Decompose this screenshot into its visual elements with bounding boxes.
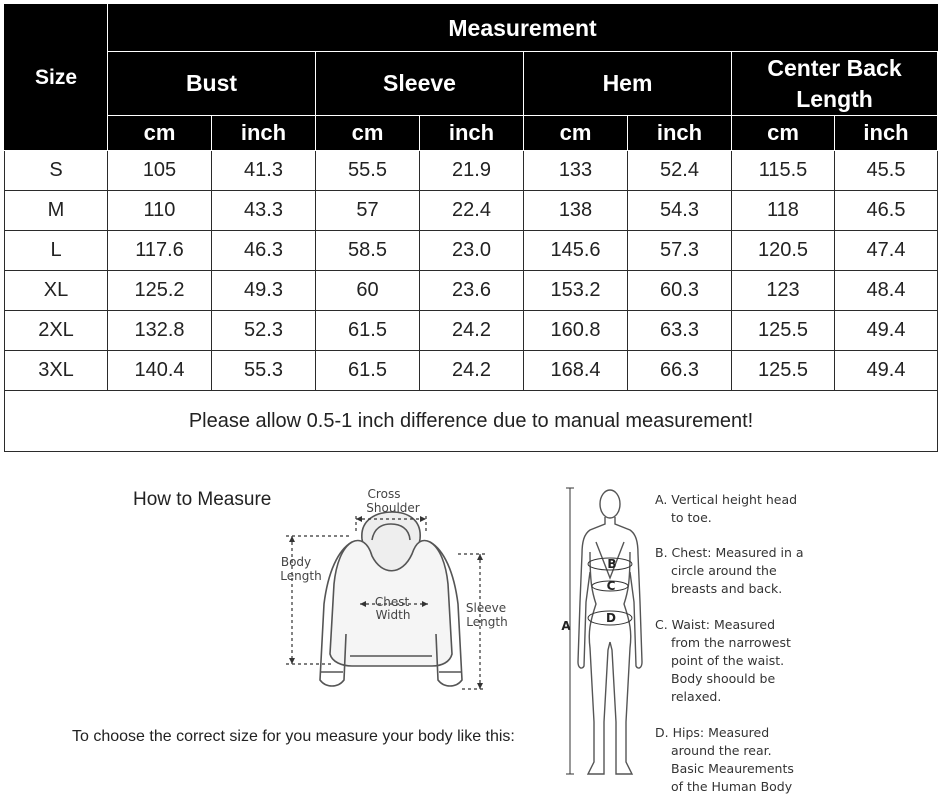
table-row [5,191,938,231]
table-cell: 66.3 [628,351,732,391]
table-cell: 52.4 [628,151,732,191]
note-line: from the narrowest [671,635,791,650]
body-length-label-2: Length [280,569,322,583]
size-cell: L [5,231,108,271]
table-cell: 60 [316,271,420,311]
unit-header-back-length-cm: cm [732,116,835,151]
table-row [5,311,938,351]
unit-header-hem-cm: cm [524,116,628,151]
body-label-d: D [606,611,616,625]
note-line: B. Chest: Measured in a [655,545,804,560]
table-cell: 110 [108,191,212,231]
table-cell: 23.0 [420,231,524,271]
size-cell: S [5,151,108,191]
table-cell: 45.5 [835,151,938,191]
note-line: A. Vertical height head [655,492,798,507]
chest-width-label-1: Chest [374,595,410,609]
table-cell: 153.2 [524,271,628,311]
note-line: Body shoould be [671,671,776,686]
table-cell: 63.3 [628,311,732,351]
center-back-length-header: Center Back Length [732,52,938,116]
sweater-measure-diagram [272,484,512,694]
table-cell: 24.2 [420,311,524,351]
size-column-header: Size [5,5,108,151]
table-cell: 140.4 [108,351,212,391]
unit-header-bust-cm: cm [108,116,212,151]
table-cell: 115.5 [732,151,835,191]
note-waist [655,616,830,706]
note-chest [655,544,830,598]
table-cell: 52.3 [212,311,316,351]
how-to-measure-section [0,460,941,799]
table-cell: 22.4 [420,191,524,231]
hem-header: Hem [524,52,732,116]
body-label-c: C [606,579,616,593]
table-row [5,151,938,191]
table-cell: 57 [316,191,420,231]
table-cell: 132.8 [108,311,212,351]
size-cell: XL [5,271,108,311]
table-cell: 60.3 [628,271,732,311]
size-chart-table [4,4,938,452]
note-line: Basic Meaurements [671,761,794,776]
measurement-note: Please allow 0.5-1 inch difference due to manual measurement! [5,391,938,452]
note-vertical-height [655,491,830,527]
table-cell: 23.6 [420,271,524,311]
size-cell: 2XL [5,311,108,351]
table-row [5,351,938,391]
unit-header-bust-inch: inch [212,116,316,151]
table-cell: 125.5 [732,311,835,351]
note-line: circle around the [671,563,777,578]
table-cell: 61.5 [316,311,420,351]
table-cell: 57.3 [628,231,732,271]
measure-instruction: To choose the correct size for you measure your body like this: [72,728,515,745]
table-cell: 41.3 [212,151,316,191]
table-cell: 61.5 [316,351,420,391]
note-line: D. Hips: Measured [655,725,770,740]
table-cell: 118 [732,191,835,231]
table-cell: 43.3 [212,191,316,231]
table-cell: 21.9 [420,151,524,191]
chest-width-label-2: Width [375,608,411,622]
bust-header: Bust [108,52,316,116]
how-to-measure-title: How to Measure [133,489,272,510]
table-cell: 125.5 [732,351,835,391]
size-cell: 3XL [5,351,108,391]
table-cell: 46.5 [835,191,938,231]
table-cell: 48.4 [835,271,938,311]
note-line: to toe. [671,510,712,525]
table-cell: 125.2 [108,271,212,311]
table-cell: 168.4 [524,351,628,391]
table-cell: 145.6 [524,231,628,271]
body-length-label-1: Body [280,555,312,569]
human-body-diagram [560,482,660,782]
unit-header-hem-inch: inch [628,116,732,151]
table-cell: 55.5 [316,151,420,191]
table-cell: 47.4 [835,231,938,271]
note-hips [655,724,830,796]
table-cell: 55.3 [212,351,316,391]
note-line: point of the waist. [671,653,785,668]
table-row [5,231,938,271]
table-cell: 123 [732,271,835,311]
table-cell: 49.3 [212,271,316,311]
table-cell: 54.3 [628,191,732,231]
table-cell: 46.3 [212,231,316,271]
size-cell: M [5,191,108,231]
sleeve-length-label-2: Length [466,615,508,629]
table-cell: 24.2 [420,351,524,391]
note-line: of the Human Body [671,779,793,794]
cross-shoulder-label-1: Cross [367,487,401,501]
table-cell: 160.8 [524,311,628,351]
note-line: breasts and back. [671,581,783,596]
note-line: C. Waist: Measured [655,617,776,632]
table-cell: 105 [108,151,212,191]
sleeve-length-label-1: Sleeve [465,601,507,615]
measurement-header: Measurement [108,5,938,52]
note-line: relaxed. [671,689,722,704]
table-cell: 49.4 [835,311,938,351]
note-line: around the rear. [671,743,772,758]
table-cell: 120.5 [732,231,835,271]
table-cell: 138 [524,191,628,231]
table-cell: 117.6 [108,231,212,271]
unit-header-sleeve-inch: inch [420,116,524,151]
unit-header-back-length-inch: inch [835,116,938,151]
table-row [5,271,938,311]
body-label-b: B [607,557,617,571]
sleeve-header: Sleeve [316,52,524,116]
table-cell: 49.4 [835,351,938,391]
table-cell: 133 [524,151,628,191]
body-label-a: A [561,619,571,633]
cross-shoulder-label-2: Shoulder [366,501,420,515]
unit-header-sleeve-cm: cm [316,116,420,151]
table-cell: 58.5 [316,231,420,271]
